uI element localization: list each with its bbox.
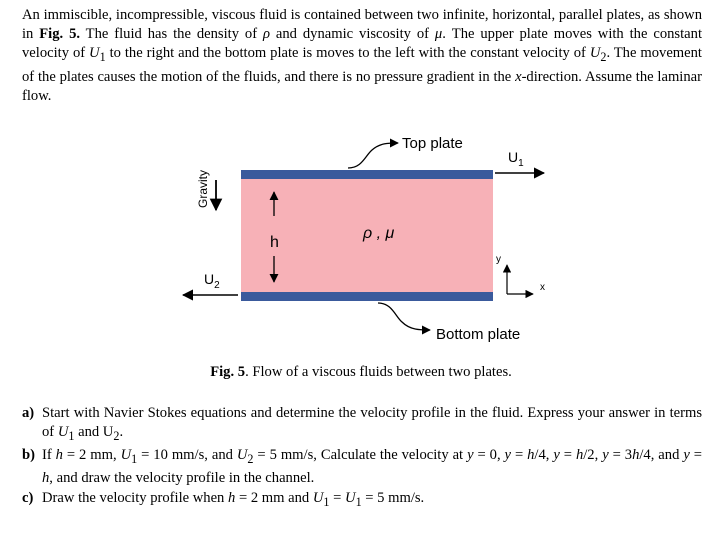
caption-text: . Flow of a viscous fluids between two plates. — [245, 364, 512, 380]
question-c: c) Draw the velocity profile when h = 2 mm and $U_1 = U_1 = 5$ mm/s. — [22, 489, 425, 509]
top-plate-leader — [348, 143, 398, 168]
top-plate-label: Top plate — [402, 135, 463, 152]
u1-label: $U_1$ — [508, 149, 524, 169]
y-axis-label: y — [496, 254, 501, 265]
u2-symbol: U — [589, 45, 601, 62]
caption-figure-label: Fig. 5 — [210, 364, 246, 380]
u1-symbol: U — [89, 45, 100, 62]
figure-reference: Fig. 5. — [39, 26, 81, 43]
intro-text: and dynamic viscosity of — [269, 26, 435, 43]
intro-text: -direction. Assume the laminar flow. — [22, 68, 702, 104]
intro-text: The fluid has the density of — [80, 26, 263, 43]
question-b: b) If h = 2 mm, $U_1 = 10$ mm/s, and $U_2 = 5$ mm/s, Calculate the velocity at y = 0, y = h/4, y = h/2, y = 3h/4, and y = h, and draw the velocity profile in the channel. — [22, 447, 702, 487]
gravity-label: Gravity — [196, 169, 210, 208]
rho-symbol: ρ — [262, 26, 270, 43]
bottom-plate — [241, 292, 493, 301]
fluid-properties-label: ρ , μ — [363, 225, 395, 242]
intro-text: . The upper plate moves with the constant velocity of — [22, 26, 702, 62]
u2-label: $U_2$ — [204, 271, 220, 291]
top-plate — [241, 170, 493, 179]
u2-subscript: 2 — [600, 50, 607, 65]
figure-caption — [0, 364, 722, 381]
intro-text: An immiscible, incompressible, viscous fluid is contained between two infinite, horizontal, parallel plates, as shown in — [22, 7, 702, 43]
question-a: a) Start with Navier Stokes equations and determine the velocity profile in the fluid. Express your answer in terms of $U_1$ and $U_2$. — [22, 405, 702, 444]
question-list — [22, 404, 702, 512]
intro-text: . The movement of the plates causes the motion of the fluids, and there is no pressure gradient in the — [22, 45, 702, 85]
intro-text: to the right and the bottom plate is moves to the left with the constant velocity of — [105, 45, 590, 62]
mu-symbol: μ — [434, 26, 443, 43]
x-symbol: x — [515, 68, 522, 85]
bottom-plate-leader — [378, 303, 430, 330]
x-axis-label: x — [540, 282, 545, 293]
bottom-plate-label: Bottom plate — [436, 326, 521, 343]
u1-subscript: 1 — [99, 50, 106, 65]
h-label: h — [270, 234, 279, 251]
